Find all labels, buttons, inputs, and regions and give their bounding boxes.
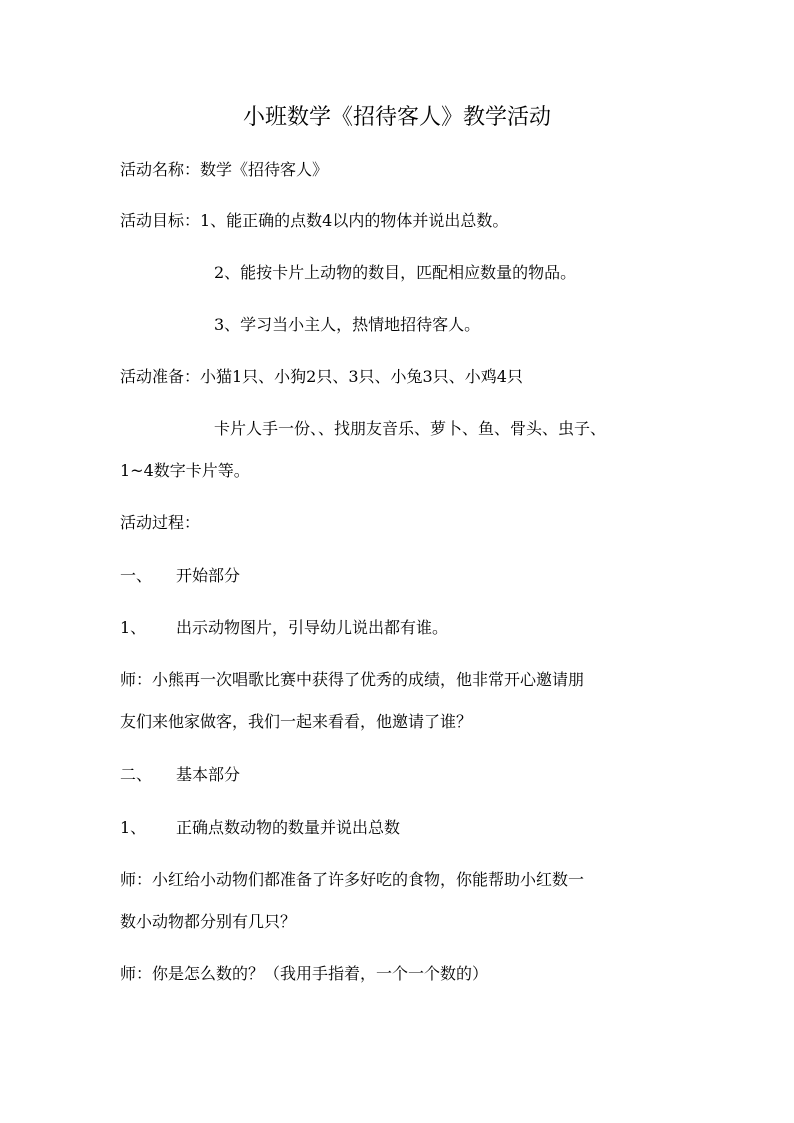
prep-line-2: 卡片人手一份、、找朋友音乐、萝卜、鱼、骨头、虫子、 [214,419,607,438]
section-2-title: 基本部分 [176,765,241,784]
prep-line-1: 活动准备：小猫1只、小狗2只、3只、小兔3只、小鸡4只 [120,367,523,386]
section-2-teacher-line-2: 数小动物都分别有几只？ [120,912,297,931]
section-1-item-1-number: 1、 [120,618,147,637]
prep-line-3: 1~4数字卡片等。 [120,461,250,480]
section-1-number: 一、 [120,566,153,585]
section-1-teacher-line-2: 友们来他家做客，我们一起来看看，他邀请了谁？ [120,712,473,731]
document-title: 小班数学《招待客人》教学活动 [242,105,551,130]
goal-1: 活动目标：1、能正确的点数4以内的物体并说出总数。 [120,211,509,230]
goal-3: 3、学习当小主人，热情地招待客人。 [214,315,481,334]
section-2-teacher-line-1: 师：小红给小动物们都准备了许多好吃的食物，你能帮助小红数一 [120,870,585,889]
section-1-heading [120,563,240,589]
process-label: 活动过程： [120,513,201,532]
section-1-title: 开始部分 [176,566,241,585]
section-1-item-1 [120,615,448,641]
section-2-item-1-text: 正确点数动物的数量并说出总数 [176,818,401,837]
goal-2: 2、能按卡片上动物的数目，匹配相应数量的物品。 [214,263,577,282]
section-2-heading [120,762,240,788]
section-2-number: 二、 [120,765,153,784]
section-2-item-1 [120,815,400,841]
activity-name: 活动名称：数学《招待客人》 [120,160,329,179]
section-1-teacher-line-1: 师：小熊再一次唱歌比赛中获得了优秀的成绩，他非常开心邀请朋 [120,670,585,689]
section-1-item-1-text: 出示动物图片，引导幼儿说出都有谁。 [176,618,449,637]
section-2-teacher-line-3: 师：你是怎么数的？（我用手指着，一个一个数的） [120,964,489,983]
section-2-item-1-number: 1、 [120,818,147,837]
